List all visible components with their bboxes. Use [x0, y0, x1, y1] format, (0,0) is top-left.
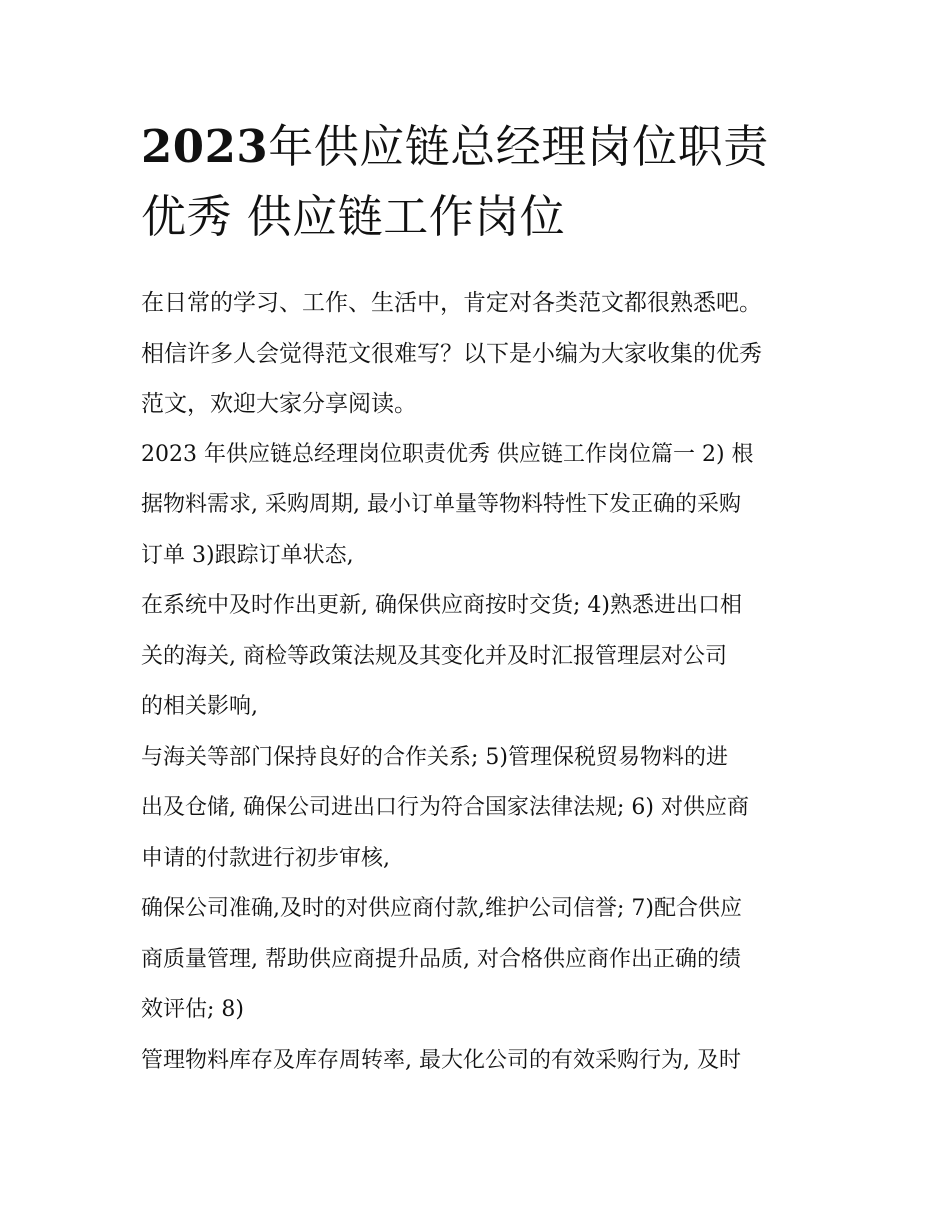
intro-line-1: 在日常的学习、工作、生活中，肯定对各类范文都很熟悉吧。: [141, 290, 762, 316]
paragraph-1-line-1: 2023 年供应链总经理岗位职责优秀 供应链工作岗位篇一 2) 根: [141, 441, 754, 467]
paragraph-5-line-1: 管理物料库存及库存周转率, 最大化公司的有效采购行为, 及时: [141, 1047, 741, 1073]
paragraph-1-line-3: 订单 3)跟踪订单状态,: [141, 542, 354, 568]
body-paragraph-2: [141, 581, 813, 733]
paragraph-1-line-2: 据物料需求, 采购周期, 最小订单量等物料特性下发正确的采购: [141, 492, 741, 517]
body-paragraph-1: [141, 430, 813, 582]
paragraph-3-line-2: 出及仓储, 确保公司进出口行为符合国家法律法规; 6) 对供应商: [141, 795, 749, 820]
paragraph-4-line-2: 商质量管理, 帮助供应商提升品质, 对合格供应商作出正确的绩: [141, 946, 741, 972]
paragraph-2-line-2: 关的海关, 商检等政策法规及其变化并及时汇报管理层对公司: [141, 643, 727, 669]
intro-paragraph: [141, 278, 813, 430]
title-year: 2023: [141, 120, 269, 173]
paragraph-4-line-3: 效评估; 8): [141, 997, 244, 1022]
document-content: [141, 112, 813, 1086]
title-line-1-text: 年供应链总经理岗位职责: [268, 120, 769, 173]
paragraph-2-line-3: 的相关影响,: [141, 694, 258, 719]
document-title: [141, 112, 813, 252]
paragraph-3-line-1: 与海关等部门保持良好的合作关系; 5)管理保税贸易物料的进: [141, 744, 728, 770]
title-line-1: [141, 112, 813, 182]
intro-line-3: 范文，欢迎大家分享阅读。: [141, 391, 417, 417]
paragraph-4-line-1: 确保公司准确,及时的对供应商付款,维护公司信誉; 7)配合供应: [141, 896, 742, 921]
body-paragraph-4: [141, 884, 813, 1036]
body-paragraph-3: [141, 733, 813, 885]
paragraph-3-line-3: 申请的付款进行初步审核,: [141, 845, 390, 871]
body-paragraph-5: [141, 1036, 813, 1087]
title-line-2: 优秀 供应链工作岗位: [141, 190, 566, 243]
intro-line-2: 相信许多人会觉得范文很难写？以下是小编为大家收集的优秀: [141, 340, 762, 367]
paragraph-2-line-1: 在系统中及时作出更新, 确保供应商按时交货; 4)熟悉进出口相: [141, 593, 742, 618]
